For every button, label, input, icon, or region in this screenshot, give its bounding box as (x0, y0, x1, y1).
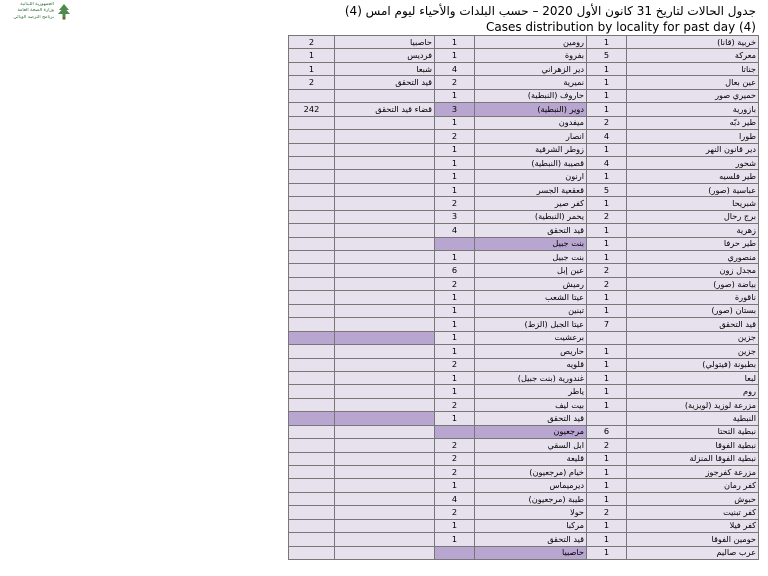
locality-cell (335, 237, 435, 250)
locality-cell: ميفدون (475, 116, 587, 129)
locality-cell (335, 466, 435, 479)
locality-cell: طير فلسيه (627, 170, 759, 183)
locality-cell: رميش (475, 277, 587, 290)
count-cell: 1 (435, 49, 475, 62)
table-row (289, 304, 759, 317)
count-cell: 1 (587, 466, 627, 479)
count-cell: 1 (587, 251, 627, 264)
page-title-english: Cases distribution by locality for past day (4) (485, 20, 756, 34)
count-cell: 1 (587, 519, 627, 532)
count-cell: 2 (435, 76, 475, 89)
locality-cell (335, 519, 435, 532)
table-row (289, 533, 759, 546)
locality-cell (335, 197, 435, 210)
locality-cell (335, 264, 435, 277)
locality-cell: حاريص (475, 345, 587, 358)
table-row (289, 116, 759, 129)
locality-cell: طورا (627, 130, 759, 143)
count-cell: 1 (587, 398, 627, 411)
table-row (289, 479, 759, 492)
locality-cell (335, 533, 435, 546)
count-cell: 1 (435, 345, 475, 358)
count-cell: 1 (587, 237, 627, 250)
count-cell: 1 (587, 89, 627, 102)
locality-cell: مزرعة لوزيد (لويزية) (627, 398, 759, 411)
count-cell: 1 (289, 62, 335, 75)
table-row (289, 546, 759, 559)
locality-cell: نبطية الفوقا المنزلة (627, 452, 759, 465)
count-cell: 6 (435, 264, 475, 277)
locality-cell: طير دبّه (627, 116, 759, 129)
locality-cell (335, 425, 435, 438)
table-row (289, 492, 759, 505)
locality-cell: برعشيت (475, 331, 587, 344)
locality-cell: شبريحا (627, 197, 759, 210)
count-cell: 1 (435, 331, 475, 344)
table-row (289, 506, 759, 519)
locality-cell (335, 116, 435, 129)
locality-cell: قيد التحقق (627, 318, 759, 331)
count-cell (289, 425, 335, 438)
table-row (289, 277, 759, 290)
table-row (289, 439, 759, 452)
locality-cell: دوير (النبطية) (475, 103, 587, 116)
locality-cell (335, 89, 435, 102)
table-row (289, 76, 759, 89)
ministry-logo-text (10, 2, 54, 21)
locality-cell: طيبة (مرجعيون) (475, 492, 587, 505)
count-cell: 1 (587, 304, 627, 317)
locality-cell (335, 385, 435, 398)
count-cell: 1 (435, 156, 475, 169)
table-row (289, 224, 759, 237)
locality-cell: جزين (627, 331, 759, 344)
count-cell: 1 (435, 385, 475, 398)
count-cell: 2 (435, 506, 475, 519)
locality-cell: شحور (627, 156, 759, 169)
count-cell: 1 (435, 116, 475, 129)
locality-cell: بنت جبيل (475, 251, 587, 264)
logo-line: وزارة الصحة العامة (17, 8, 54, 14)
count-cell (587, 412, 627, 425)
count-cell: 2 (587, 264, 627, 277)
locality-cell (335, 371, 435, 384)
cedar-logo-icon (57, 3, 71, 20)
locality-cell: عرب صاليم (627, 546, 759, 559)
locality-cell (335, 358, 435, 371)
count-cell: 1 (435, 412, 475, 425)
count-cell: 1 (435, 89, 475, 102)
locality-cell (335, 291, 435, 304)
count-cell (289, 492, 335, 505)
count-cell: 1 (435, 143, 475, 156)
table-row (289, 103, 759, 116)
count-cell: 2 (435, 439, 475, 452)
locality-cell (335, 130, 435, 143)
table-row (289, 345, 759, 358)
count-cell (289, 277, 335, 290)
table-row (289, 62, 759, 75)
locality-cell: كفر فيلا (627, 519, 759, 532)
count-cell: 1 (435, 170, 475, 183)
page-title-arabic: جدول الحالات لتاريخ 31 كانون الأول 2020 – حسب البلدات والأحياء ليوم امس (4) (344, 4, 756, 18)
count-cell: 2 (435, 197, 475, 210)
locality-cell: عين بعال (627, 76, 759, 89)
locality-cell: معركة (627, 49, 759, 62)
locality-cell: عين إبل (475, 264, 587, 277)
count-cell: 1 (435, 519, 475, 532)
table-row (289, 49, 759, 62)
locality-cell (335, 170, 435, 183)
count-cell: 2 (587, 439, 627, 452)
count-cell: 1 (587, 371, 627, 384)
locality-cell (335, 492, 435, 505)
count-cell (289, 143, 335, 156)
locality-cell: غندورية (بنت جبيل) (475, 371, 587, 384)
table-row (289, 291, 759, 304)
count-cell (289, 170, 335, 183)
locality-cell: جناتا (627, 62, 759, 75)
count-cell: 5 (587, 183, 627, 196)
locality-cell: ياطر (475, 385, 587, 398)
locality-cell (335, 412, 435, 425)
locality-cell: قيد التحقق (475, 533, 587, 546)
locality-cell: حومين الفوقا (627, 533, 759, 546)
locality-cell: منصوري (627, 251, 759, 264)
count-cell (289, 506, 335, 519)
count-cell (289, 89, 335, 102)
count-cell (289, 412, 335, 425)
count-cell: 1 (435, 251, 475, 264)
count-cell: 1 (587, 76, 627, 89)
locality-cell: نبطية الفوقا (627, 439, 759, 452)
count-cell (289, 533, 335, 546)
count-cell: 1 (435, 36, 475, 49)
locality-cell: كفر صير (475, 197, 587, 210)
count-cell: 4 (587, 130, 627, 143)
count-cell (587, 331, 627, 344)
count-cell: 1 (435, 371, 475, 384)
locality-cell: زوطر الشرقية (475, 143, 587, 156)
locality-cell: قصيبة (النبطية) (475, 156, 587, 169)
count-cell: 1 (587, 546, 627, 559)
count-cell (289, 385, 335, 398)
count-cell: 1 (587, 479, 627, 492)
locality-cell: حولا (475, 506, 587, 519)
count-cell: 1 (587, 143, 627, 156)
locality-cell: بطبونة (فيتولي) (627, 358, 759, 371)
count-cell: 1 (587, 197, 627, 210)
locality-cell: عيتا الجبل (الزط) (475, 318, 587, 331)
locality-cell: بيت ليف (475, 398, 587, 411)
locality-cell: قلويه (475, 358, 587, 371)
locality-cell: ناقورة (627, 291, 759, 304)
locality-cell: حاصبيا (335, 36, 435, 49)
count-cell: 1 (587, 533, 627, 546)
table-row (289, 170, 759, 183)
locality-cell: فرديس (335, 49, 435, 62)
count-cell: 2 (435, 358, 475, 371)
count-cell: 2 (587, 506, 627, 519)
count-cell: 2 (435, 398, 475, 411)
cases-table-body (289, 36, 759, 560)
locality-cell: بنت جبيل (475, 237, 587, 250)
locality-cell: رومين (475, 36, 587, 49)
count-cell: 2 (289, 76, 335, 89)
locality-cell: لبعا (627, 371, 759, 384)
table-row (289, 466, 759, 479)
locality-cell: مجدل زون (627, 264, 759, 277)
locality-cell (335, 251, 435, 264)
table-row (289, 264, 759, 277)
count-cell (289, 371, 335, 384)
locality-cell: يحمر (النبطية) (475, 210, 587, 223)
count-cell (435, 425, 475, 438)
count-cell: 3 (435, 103, 475, 116)
table-row (289, 371, 759, 384)
locality-cell (335, 210, 435, 223)
count-cell: 1 (435, 533, 475, 546)
locality-cell (335, 156, 435, 169)
count-cell (289, 358, 335, 371)
count-cell (289, 251, 335, 264)
locality-cell: برج رحال (627, 210, 759, 223)
locality-cell (335, 304, 435, 317)
locality-cell (335, 439, 435, 452)
count-cell: 1 (435, 318, 475, 331)
locality-cell: تبنين (475, 304, 587, 317)
locality-cell: عباسية (صور) (627, 183, 759, 196)
count-cell: 2 (587, 210, 627, 223)
locality-cell: مركبا (475, 519, 587, 532)
count-cell: 242 (289, 103, 335, 116)
count-cell: 6 (587, 425, 627, 438)
count-cell (435, 546, 475, 559)
locality-cell: مزرعة كفرجوز (627, 466, 759, 479)
locality-cell (335, 277, 435, 290)
locality-cell: قليعة (475, 452, 587, 465)
count-cell: 4 (435, 62, 475, 75)
count-cell: 1 (587, 103, 627, 116)
count-cell: 3 (435, 210, 475, 223)
table-row (289, 412, 759, 425)
locality-cell: نبطية التحتا (627, 425, 759, 438)
count-cell: 2 (435, 466, 475, 479)
table-row (289, 398, 759, 411)
count-cell: 1 (587, 224, 627, 237)
count-cell: 1 (587, 492, 627, 505)
ministry-logo (6, 2, 72, 22)
table-row (289, 237, 759, 250)
locality-cell: ارنون (475, 170, 587, 183)
locality-cell: بفروة (475, 49, 587, 62)
table-row (289, 331, 759, 344)
count-cell: 2 (435, 130, 475, 143)
locality-cell: شبعا (335, 62, 435, 75)
count-cell (289, 345, 335, 358)
count-cell: 2 (587, 116, 627, 129)
locality-cell (335, 143, 435, 156)
count-cell (289, 439, 335, 452)
table-row (289, 156, 759, 169)
table-row (289, 251, 759, 264)
table-row (289, 318, 759, 331)
table-row (289, 130, 759, 143)
locality-cell (335, 479, 435, 492)
count-cell: 7 (587, 318, 627, 331)
table-row (289, 143, 759, 156)
locality-cell: قيد التحقق (335, 76, 435, 89)
count-cell: 2 (587, 277, 627, 290)
locality-cell (335, 183, 435, 196)
locality-cell: حميري صور (627, 89, 759, 102)
count-cell (289, 210, 335, 223)
table-row (289, 36, 759, 49)
count-cell (289, 304, 335, 317)
count-cell (289, 130, 335, 143)
count-cell (289, 264, 335, 277)
locality-cell: ابل السقي (475, 439, 587, 452)
locality-cell (335, 506, 435, 519)
count-cell: 1 (587, 385, 627, 398)
locality-cell: خربية (قانا) (627, 36, 759, 49)
count-cell (289, 156, 335, 169)
logo-line: برنامج الترصد الوبائي (13, 14, 54, 20)
locality-cell (335, 452, 435, 465)
count-cell: 1 (435, 183, 475, 196)
count-cell (289, 546, 335, 559)
count-cell (289, 116, 335, 129)
cases-table (288, 35, 759, 560)
locality-cell: جزين (627, 345, 759, 358)
locality-cell: قيد التحقق (475, 412, 587, 425)
locality-cell: كفر تبنيت (627, 506, 759, 519)
locality-cell: عيتا الشعب (475, 291, 587, 304)
count-cell: 1 (587, 36, 627, 49)
count-cell (289, 519, 335, 532)
logo-line: الجمهورية اللبنانية (20, 2, 54, 7)
count-cell: 1 (587, 452, 627, 465)
locality-cell: كفر رمان (627, 479, 759, 492)
count-cell (289, 398, 335, 411)
count-cell (289, 291, 335, 304)
count-cell: 4 (435, 224, 475, 237)
locality-cell (335, 345, 435, 358)
count-cell (289, 466, 335, 479)
count-cell (289, 237, 335, 250)
count-cell: 1 (289, 49, 335, 62)
count-cell (289, 197, 335, 210)
locality-cell: حاروف (النبطية) (475, 89, 587, 102)
count-cell: 2 (435, 452, 475, 465)
locality-cell (335, 398, 435, 411)
table-row (289, 519, 759, 532)
count-cell: 4 (587, 156, 627, 169)
table-row (289, 210, 759, 223)
locality-cell: انصار (475, 130, 587, 143)
locality-cell (335, 224, 435, 237)
count-cell: 1 (587, 291, 627, 304)
locality-cell: زهرية (627, 224, 759, 237)
locality-cell: روم (627, 385, 759, 398)
count-cell (289, 224, 335, 237)
count-cell: 1 (587, 345, 627, 358)
locality-cell: بازورية (627, 103, 759, 116)
count-cell: 2 (435, 277, 475, 290)
count-cell: 5 (587, 49, 627, 62)
count-cell (289, 479, 335, 492)
locality-cell: دير قانون النهر (627, 143, 759, 156)
count-cell: 1 (435, 291, 475, 304)
count-cell: 1 (435, 479, 475, 492)
locality-cell (335, 546, 435, 559)
count-cell: 4 (435, 492, 475, 505)
locality-cell: قعقعية الجسر (475, 183, 587, 196)
locality-cell (335, 318, 435, 331)
table-row (289, 385, 759, 398)
table-row (289, 452, 759, 465)
locality-cell: قضاء قيد التحقق (335, 103, 435, 116)
count-cell (289, 452, 335, 465)
count-cell (289, 331, 335, 344)
locality-cell: نميرية (475, 76, 587, 89)
count-cell (435, 237, 475, 250)
locality-cell: حبوش (627, 492, 759, 505)
count-cell: 1 (587, 170, 627, 183)
locality-cell (335, 331, 435, 344)
locality-cell: خيام (مرجعيون) (475, 466, 587, 479)
locality-cell: قيد التحقق (475, 224, 587, 237)
table-row (289, 197, 759, 210)
count-cell (289, 318, 335, 331)
count-cell: 2 (289, 36, 335, 49)
count-cell: 1 (587, 358, 627, 371)
locality-cell: بستان (صور) (627, 304, 759, 317)
table-row (289, 183, 759, 196)
count-cell: 1 (435, 304, 475, 317)
count-cell (289, 183, 335, 196)
locality-cell: حاصبيا (475, 546, 587, 559)
table-row (289, 358, 759, 371)
table-row (289, 425, 759, 438)
locality-cell: دير الزهراني (475, 62, 587, 75)
locality-cell: بياضة (صور) (627, 277, 759, 290)
locality-cell: طير حرفا (627, 237, 759, 250)
locality-cell: مرجعيون (475, 425, 587, 438)
locality-cell: ديرميماس (475, 479, 587, 492)
locality-cell: النبطية (627, 412, 759, 425)
table-row (289, 89, 759, 102)
count-cell: 1 (587, 62, 627, 75)
